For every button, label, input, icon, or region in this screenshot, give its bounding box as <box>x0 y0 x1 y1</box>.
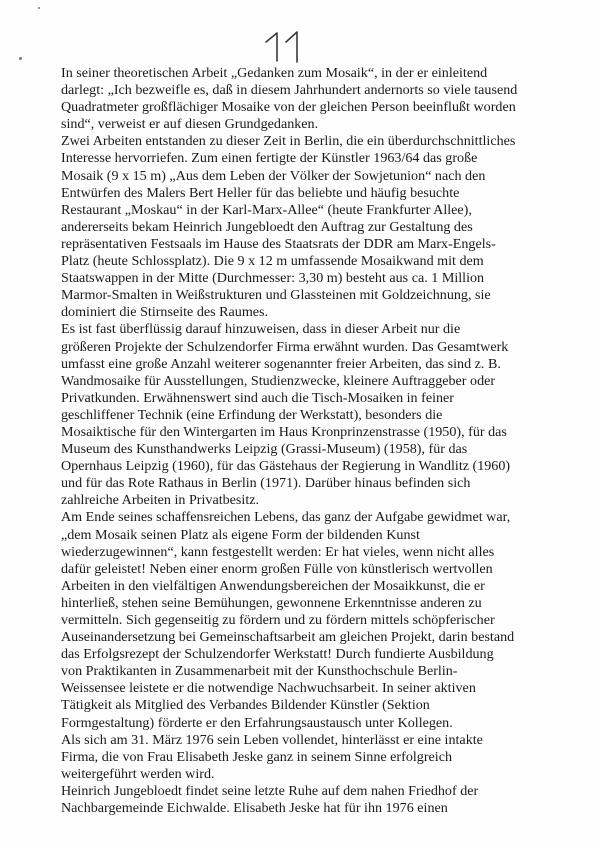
text-line: Wandmosaike für Ausstellungen, Studienzwecke, kleinere Auftraggeber oder <box>61 372 496 389</box>
text-line: hinterließ, stehen seine Bemühungen, gewonnene Erkenntnisse anderen zu <box>61 594 482 611</box>
text-line: Zwei Arbeiten entstanden zu dieser Zeit in Berlin, die ein überdurchschnittliches <box>61 133 516 150</box>
text-line: Staatswappen in der Mitte (Durchmesser: 3,30 m) besteht aus ca. 1 Million <box>61 270 485 287</box>
text-line: sind“, verweist er auf diesen Grundgedanken. <box>61 116 319 133</box>
text-line: Arbeiten in den vielfältigen Anwendungsbereichen der Mosaikkunst, die er <box>61 577 485 594</box>
scan-speck <box>38 7 40 9</box>
text-line: dominiert die Stirnseite des Raumes. <box>61 304 269 321</box>
text-line: andererseits bekam Heinrich Jungebloedt den Auftrag zur Gestaltung des <box>61 218 473 235</box>
text-line: Opernhaus Leipzig (1960), für das Gästehaus der Regierung in Wandlitz (1960) <box>61 458 511 475</box>
text-line: Entwürfen des Malers Bert Heller für das beliebte und häufig besuchte <box>61 184 460 201</box>
text-line: Museum des Kunsthandwerks Leipzig (Grassi-Museum) (1958), für das <box>61 441 468 458</box>
text-line: das Erfolgsrezept der Schulzendorfer Werkstatt! Durch fundierte Ausbildung <box>61 646 494 663</box>
text-line: In seiner theoretischen Arbeit „Gedanken zum Mosaik“, in der er einleitend <box>61 65 488 81</box>
text-line: repräsentativen Festsaals im Hause des Staatsrats der DDR am Marx-Engels- <box>61 235 496 252</box>
text-line: und für das Rote Rathaus in Berlin (1971). Darüber hinaus befinden sich <box>61 475 471 492</box>
text-line: Am Ende seines schaffensreichen Lebens, das ganz der Aufgabe gewidmet war, <box>61 509 511 526</box>
text-line: Weissensee leistete er die notwendige Nachwuchsarbeit. In seiner aktiven <box>61 680 476 697</box>
text-line: Interesse hervorriefen. Zum einen fertigte der Künstler 1963/64 das große <box>61 150 478 167</box>
text-line: Heinrich Jungebloedt findet seine letzte Ruhe auf dem nahen Friedhof der <box>61 782 479 799</box>
text-line: Auseinandersetzung bei Gemeinschaftsarbeit am gleichen Projekt, darin bestand <box>61 629 515 646</box>
text-line: geschliffener Technik (eine Erfindung der Werkstatt), besonders die <box>61 406 443 423</box>
text-line: Es ist fast überflüssig darauf hinzuweisen, dass in dieser Arbeit nur die <box>61 321 461 338</box>
text-line: Platz (heute Schlossplatz). Die 9 x 12 m umfassende Mosaikwand mit dem <box>61 253 484 270</box>
text-line: Als sich am 31. März 1976 sein Leben vollendet, hinterlässt er eine intakte <box>61 731 483 748</box>
text-line: wiederzugewinnen“, kann festgestellt werden: Er hat vieles, wenn nicht alles <box>61 543 495 560</box>
text-line: darlegt: „Ich bezweifle es, daß in diesem Jahrhundert andernorts so viele tausend <box>61 82 518 99</box>
text-line: Formgestaltung) förderte er den Erfahrungsaustausch unter Kollegen. <box>61 714 453 731</box>
text-line: „dem Mosaik seinen Platz als eigene Form der bildenden Kunst <box>61 526 420 543</box>
body-text <box>61 65 561 817</box>
text-line: Nachbargemeinde Eichwalde. Elisabeth Jeske hat für ihn 1976 einen <box>61 800 448 817</box>
text-line: Restaurant „Moskau“ in der Karl-Marx-Allee“ (heute Frankfurter Allee), <box>61 201 472 218</box>
text-line: umfasst eine große Anzahl weiterer sogenannter freier Arbeiten, das sind z. B. <box>61 355 501 372</box>
text-line: größeren Projekte der Schulzendorfer Firma erwähnt wurden. Das Gesamtwerk <box>61 338 509 355</box>
text-line: von Praktikanten in Zusammenarbeit mit der Kunsthochschule Berlin- <box>61 663 458 680</box>
handwritten-page-number <box>262 28 306 64</box>
text-line: Firma, die von Frau Elisabeth Jeske ganz in seinem Sinne erfolgreich <box>61 748 452 765</box>
text-line: vermitteln. Sich gegenseitig zu fördern und zu fördern mittels schöpferischer <box>61 612 495 628</box>
text-line: Tätigkeit als Mitglied des Verbandes Bildender Künstler (Sektion <box>61 697 430 714</box>
text-line: Privatkunden. Erwähnenswert sind auch die Tisch-Mosaiken in feiner <box>61 389 454 406</box>
text-line: Mosaik (9 x 15 m) „Aus dem Leben der Völker der Sowjetunion“ nach den <box>61 167 486 184</box>
text-line: Mosaiktische für den Wintergarten im Haus Kronprinzenstrasse (1950), für das <box>61 423 507 440</box>
text-line: Quadratmeter großflächiger Mosaike von der gleichen Person beeinflußt worden <box>61 99 516 116</box>
text-line: dafür geleistet! Neben einer enorm großen Fülle von künstlerisch wertvollen <box>61 560 493 577</box>
text-line: weitergeführt werden wird. <box>61 765 215 782</box>
text-line: zahlreiche Arbeiten in Privatbesitz. <box>61 492 260 509</box>
text-line: Marmor-Smalten in Weißstrukturen und Glassteinen mit Goldzeichnung, sie <box>61 287 491 304</box>
scan-speck <box>19 57 22 60</box>
